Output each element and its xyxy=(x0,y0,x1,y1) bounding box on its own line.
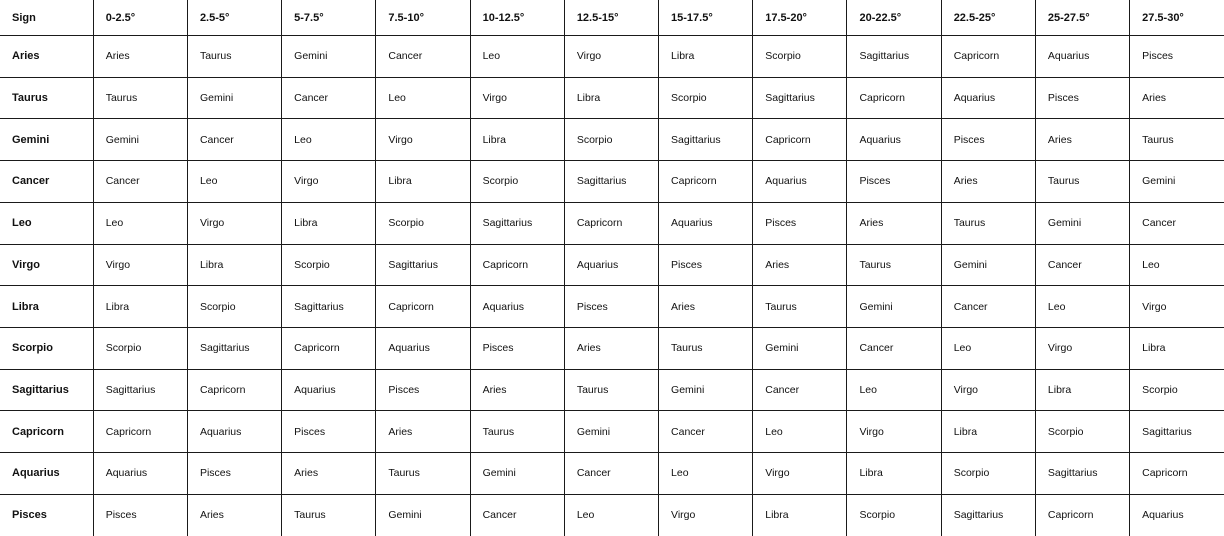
table-cell: Taurus xyxy=(376,453,470,495)
table-cell: Sagittarius xyxy=(1035,453,1129,495)
row-header-sign: Capricorn xyxy=(0,411,93,453)
table-cell: Cancer xyxy=(659,411,753,453)
table-cell: Virgo xyxy=(470,77,564,119)
table-cell: Aries xyxy=(93,36,187,78)
table-cell: Gemini xyxy=(847,286,941,328)
table-cell: Taurus xyxy=(1130,119,1224,161)
row-header-sign: Sagittarius xyxy=(0,369,93,411)
table-cell: Aries xyxy=(1130,77,1224,119)
table-cell: Libra xyxy=(282,202,376,244)
column-header-degree-range: 12.5-15° xyxy=(564,0,658,36)
row-header-sign: Libra xyxy=(0,286,93,328)
table-cell: Scorpio xyxy=(1130,369,1224,411)
table-cell: Libra xyxy=(1130,327,1224,369)
table-cell: Leo xyxy=(470,36,564,78)
table-cell: Pisces xyxy=(282,411,376,453)
table-cell: Cancer xyxy=(1130,202,1224,244)
table-cell: Aquarius xyxy=(187,411,281,453)
table-cell: Taurus xyxy=(753,286,847,328)
table-cell: Scorpio xyxy=(753,36,847,78)
table-cell: Capricorn xyxy=(1130,453,1224,495)
table-cell: Gemini xyxy=(564,411,658,453)
table-cell: Pisces xyxy=(376,369,470,411)
column-header-sign: Sign xyxy=(0,0,93,36)
table-cell: Libra xyxy=(847,453,941,495)
table-cell: Virgo xyxy=(847,411,941,453)
column-header-degree-range: 25-27.5° xyxy=(1035,0,1129,36)
table-cell: Aquarius xyxy=(847,119,941,161)
table-row xyxy=(0,202,1224,244)
table-cell: Sagittarius xyxy=(847,36,941,78)
table-cell: Virgo xyxy=(1035,327,1129,369)
table-cell: Sagittarius xyxy=(941,494,1035,536)
table-cell: Taurus xyxy=(659,327,753,369)
table-cell: Aquarius xyxy=(564,244,658,286)
table-cell: Scorpio xyxy=(376,202,470,244)
column-header-degree-range: 20-22.5° xyxy=(847,0,941,36)
table-cell: Taurus xyxy=(941,202,1035,244)
table-row xyxy=(0,36,1224,78)
table-cell: Aquarius xyxy=(941,77,1035,119)
table-row xyxy=(0,119,1224,161)
table-cell: Virgo xyxy=(282,161,376,203)
table-cell: Leo xyxy=(187,161,281,203)
row-header-sign: Aquarius xyxy=(0,453,93,495)
table-cell: Scorpio xyxy=(847,494,941,536)
table-cell: Aries xyxy=(1035,119,1129,161)
table-cell: Gemini xyxy=(1035,202,1129,244)
table-cell: Aquarius xyxy=(282,369,376,411)
table-cell: Leo xyxy=(1035,286,1129,328)
table-cell: Aquarius xyxy=(753,161,847,203)
row-header-sign: Virgo xyxy=(0,244,93,286)
table-cell: Gemini xyxy=(1130,161,1224,203)
table-cell: Cancer xyxy=(847,327,941,369)
table-cell: Cancer xyxy=(282,77,376,119)
table-cell: Pisces xyxy=(847,161,941,203)
column-header-degree-range: 2.5-5° xyxy=(187,0,281,36)
table-cell: Taurus xyxy=(470,411,564,453)
table-cell: Pisces xyxy=(941,119,1035,161)
table-cell: Pisces xyxy=(93,494,187,536)
row-header-sign: Leo xyxy=(0,202,93,244)
table-cell: Gemini xyxy=(93,119,187,161)
table-cell: Taurus xyxy=(564,369,658,411)
table-cell: Sagittarius xyxy=(282,286,376,328)
table-cell: Capricorn xyxy=(376,286,470,328)
table-cell: Aries xyxy=(941,161,1035,203)
table-cell: Virgo xyxy=(753,453,847,495)
table-cell: Scorpio xyxy=(1035,411,1129,453)
column-header-degree-range: 27.5-30° xyxy=(1130,0,1224,36)
table-cell: Virgo xyxy=(93,244,187,286)
table-cell: Leo xyxy=(659,453,753,495)
table-cell: Leo xyxy=(1130,244,1224,286)
table-cell: Sagittarius xyxy=(753,77,847,119)
table-cell: Gemini xyxy=(941,244,1035,286)
table-cell: Capricorn xyxy=(847,77,941,119)
table-cell: Scorpio xyxy=(93,327,187,369)
table-cell: Pisces xyxy=(659,244,753,286)
table-header-row xyxy=(0,0,1224,36)
table-cell: Libra xyxy=(187,244,281,286)
table-cell: Scorpio xyxy=(564,119,658,161)
column-header-degree-range: 15-17.5° xyxy=(659,0,753,36)
row-header-sign: Pisces xyxy=(0,494,93,536)
column-header-degree-range: 5-7.5° xyxy=(282,0,376,36)
table-cell: Aries xyxy=(847,202,941,244)
table-cell: Capricorn xyxy=(753,119,847,161)
table-cell: Aries xyxy=(659,286,753,328)
table-cell: Aries xyxy=(187,494,281,536)
table-cell: Leo xyxy=(376,77,470,119)
table-cell: Capricorn xyxy=(470,244,564,286)
table-cell: Capricorn xyxy=(564,202,658,244)
table-cell: Aries xyxy=(753,244,847,286)
row-header-sign: Cancer xyxy=(0,161,93,203)
table-cell: Aries xyxy=(470,369,564,411)
table-cell: Taurus xyxy=(282,494,376,536)
table-body xyxy=(0,36,1224,536)
table-cell: Leo xyxy=(564,494,658,536)
table-row xyxy=(0,411,1224,453)
table-cell: Sagittarius xyxy=(187,327,281,369)
table-cell: Capricorn xyxy=(282,327,376,369)
table-cell: Capricorn xyxy=(941,36,1035,78)
table-cell: Aquarius xyxy=(659,202,753,244)
table-cell: Libra xyxy=(1035,369,1129,411)
table-cell: Capricorn xyxy=(187,369,281,411)
table-cell: Leo xyxy=(941,327,1035,369)
table-cell: Virgo xyxy=(187,202,281,244)
table-row xyxy=(0,369,1224,411)
table-cell: Libra xyxy=(470,119,564,161)
table-row xyxy=(0,161,1224,203)
table-cell: Cancer xyxy=(187,119,281,161)
table-cell: Libra xyxy=(376,161,470,203)
table-cell: Pisces xyxy=(564,286,658,328)
table-cell: Aquarius xyxy=(1142,509,1184,522)
table-cell: Gemini xyxy=(187,77,281,119)
table-cell: Taurus xyxy=(847,244,941,286)
table-cell: Gemini xyxy=(376,494,470,536)
table-cell: Libra xyxy=(941,411,1035,453)
table-cell: Virgo xyxy=(376,119,470,161)
table-cell: Pisces xyxy=(1035,77,1129,119)
table-cell: Cancer xyxy=(93,161,187,203)
table-cell: Taurus xyxy=(1035,161,1129,203)
table-cell: Scorpio xyxy=(282,244,376,286)
table-cell: Pisces xyxy=(1130,36,1224,78)
table-cell: Libra xyxy=(93,286,187,328)
table-cell: Libra xyxy=(564,77,658,119)
table-cell: Cancer xyxy=(941,286,1035,328)
row-header-sign: Scorpio xyxy=(0,327,93,369)
table-cell: Aquarius xyxy=(376,327,470,369)
table-cell: Pisces xyxy=(753,202,847,244)
table-row xyxy=(0,77,1224,119)
table-cell: Aries xyxy=(282,453,376,495)
table-cell: Leo xyxy=(753,411,847,453)
table-cell: Capricorn xyxy=(93,411,187,453)
table-row xyxy=(0,327,1224,369)
table-cell: Cancer xyxy=(564,453,658,495)
table-row xyxy=(0,494,1224,536)
table-cell: Gemini xyxy=(659,369,753,411)
table-cell: Aries xyxy=(376,411,470,453)
table-cell: Sagittarius xyxy=(1130,411,1224,453)
table-cell: Aquarius xyxy=(93,453,187,495)
table-cell: Scorpio xyxy=(659,77,753,119)
table-cell: Leo xyxy=(93,202,187,244)
table-cell: Capricorn xyxy=(1035,494,1129,536)
row-header-sign: Taurus xyxy=(0,77,93,119)
table-cell: Aquarius xyxy=(470,286,564,328)
column-header-degree-range: 0-2.5° xyxy=(93,0,187,36)
table-cell: Virgo xyxy=(941,369,1035,411)
table-cell: Gemini xyxy=(753,327,847,369)
table-cell: Sagittarius xyxy=(659,119,753,161)
table-cell: Cancer xyxy=(1035,244,1129,286)
table-cell: Virgo xyxy=(659,494,753,536)
table-cell: Leo xyxy=(282,119,376,161)
table-cell: Cancer xyxy=(470,494,564,536)
table-row xyxy=(0,286,1224,328)
table-cell: Scorpio xyxy=(470,161,564,203)
table-cell: Aquarius xyxy=(1035,36,1129,78)
table-cell: Sagittarius xyxy=(93,369,187,411)
table-cell: Taurus xyxy=(187,36,281,78)
table-cell: Virgo xyxy=(1130,286,1224,328)
table-cell: Scorpio xyxy=(941,453,1035,495)
table-cell: Pisces xyxy=(187,453,281,495)
row-header-sign: Gemini xyxy=(0,119,93,161)
column-header-degree-range: 7.5-10° xyxy=(376,0,470,36)
column-header-degree-range: 22.5-25° xyxy=(941,0,1035,36)
table-cell: Capricorn xyxy=(659,161,753,203)
table-cell: Sagittarius xyxy=(564,161,658,203)
table-cell: Pisces xyxy=(470,327,564,369)
table-cell: Leo xyxy=(847,369,941,411)
table-cell: Sagittarius xyxy=(470,202,564,244)
table-cell: Libra xyxy=(659,36,753,78)
table-cell: Sagittarius xyxy=(376,244,470,286)
column-header-degree-range: 10-12.5° xyxy=(470,0,564,36)
table-row xyxy=(0,453,1224,495)
row-header-sign: Aries xyxy=(0,36,93,78)
table-row xyxy=(0,244,1224,286)
table-cell: Gemini xyxy=(470,453,564,495)
column-header-degree-range: 17.5-20° xyxy=(753,0,847,36)
table-cell: Cancer xyxy=(753,369,847,411)
table-cell: Gemini xyxy=(282,36,376,78)
table-cell: Cancer xyxy=(376,36,470,78)
table-cell: Virgo xyxy=(564,36,658,78)
table-cell: Taurus xyxy=(93,77,187,119)
table-cell: Aries xyxy=(564,327,658,369)
table-cell: Scorpio xyxy=(187,286,281,328)
table-cell: Libra xyxy=(753,494,847,536)
